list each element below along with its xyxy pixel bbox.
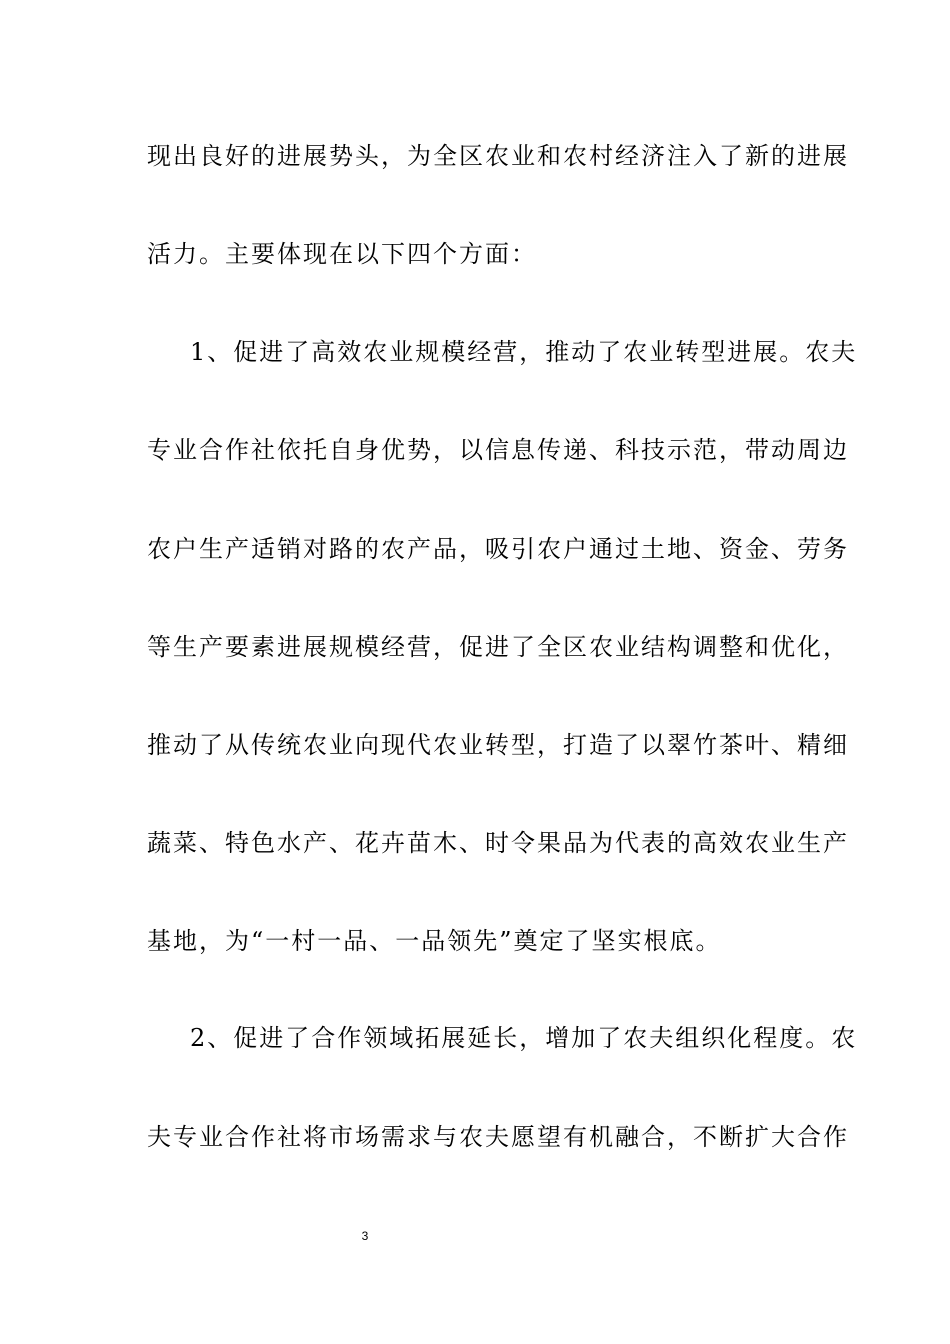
text-line: 专业合作社依托自身优势，以信息传递、科技示范，带动周边: [147, 436, 849, 464]
text-line: 等生产要素进展规模经营，促进了全区农业结构调整和优化，: [147, 633, 849, 661]
text-line: 农户生产适销对路的农产品，吸引农户通过土地、资金、劳务: [147, 535, 849, 563]
text-line: 活力。主要体现在以下四个方面：: [147, 240, 537, 268]
text-line: 夫专业合作社将市场需求与农夫愿望有机融合，不断扩大合作: [147, 1123, 849, 1151]
text-line: 推动了从传统农业向现代农业转型，打造了以翠竹茶叶、精细: [147, 731, 849, 759]
text-line: 1、促进了高效农业规模经营，推动了农业转型进展。农夫: [190, 338, 858, 366]
text-line: 蔬菜、特色水产、花卉苗木、时令果品为代表的高效农业生产: [147, 829, 849, 857]
text-line: 2、促进了合作领域拓展延长，增加了农夫组织化程度。农: [190, 1024, 858, 1052]
page-number: 3: [361, 1229, 369, 1243]
text-line: 现出良好的进展势头，为全区农业和农村经济注入了新的进展: [147, 142, 849, 170]
text-line: 基地，为“一村一品、一品领先”奠定了坚实根底。: [147, 927, 722, 955]
